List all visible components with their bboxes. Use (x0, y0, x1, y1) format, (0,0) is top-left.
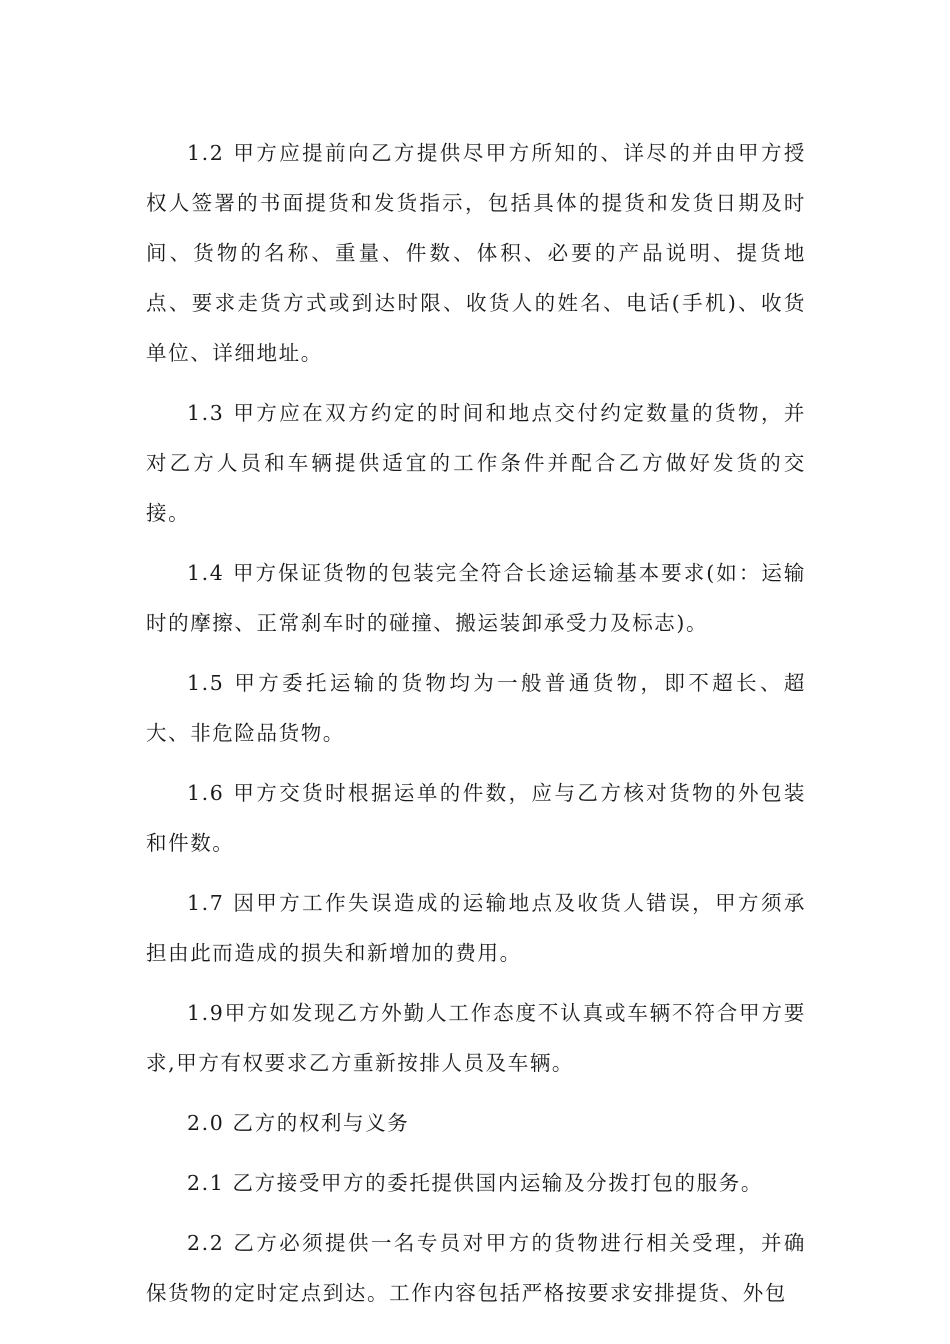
paragraph-1-7: 1.7 因甲方工作失误造成的运输地点及收货人错误，甲方须承担由此而造成的损失和新增加的费用。 (146, 891, 806, 965)
paragraph-1-9: 1.9甲方如发现乙方外勤人工作态度不认真或车辆不符合甲方要求,甲方有权要求乙方重新按排人员及车辆。 (146, 1001, 806, 1075)
paragraph-1-5: 1.5 甲方委托运输的货物均为一般普通货物，即不超长、超大、非危险品货物。 (146, 671, 806, 745)
paragraph-1-2: 1.2 甲方应提前向乙方提供尽甲方所知的、详尽的并由甲方授权人签署的书面提货和发货指示，包括具体的提货和发货日期及时间、货物的名称、重量、件数、体积、必要的产品说明、提货地点、要求走货方式或到达时限、收货人的姓名、电话(手机)、收货单位、详细地址。 (146, 141, 806, 365)
section-heading-2-0: 2.0 乙方的权利与义务 (187, 1111, 410, 1135)
paragraph-2-1: 2.1 乙方接受甲方的委托提供国内运输及分拨打包的服务。 (187, 1171, 763, 1195)
document-body (146, 128, 806, 1328)
paragraph-1-4: 1.4 甲方保证货物的包装完全符合长途运输基本要求(如：运输时的摩擦、正常刹车时的碰撞、搬运装卸承受力及标志)。 (146, 561, 806, 635)
paragraph-1-6: 1.6 甲方交货时根据运单的件数，应与乙方核对货物的外包装和件数。 (146, 781, 806, 855)
paragraph-2-2: 2.2 乙方必须提供一名专员对甲方的货物进行相关受理，并确保货物的定时定点到达。工作内容包括严格按要求安排提货、外包 (146, 1231, 806, 1305)
paragraph-1-3: 1.3 甲方应在双方约定的时间和地点交付约定数量的货物，并对乙方人员和车辆提供适宜的工作条件并配合乙方做好发货的交接。 (146, 401, 806, 525)
